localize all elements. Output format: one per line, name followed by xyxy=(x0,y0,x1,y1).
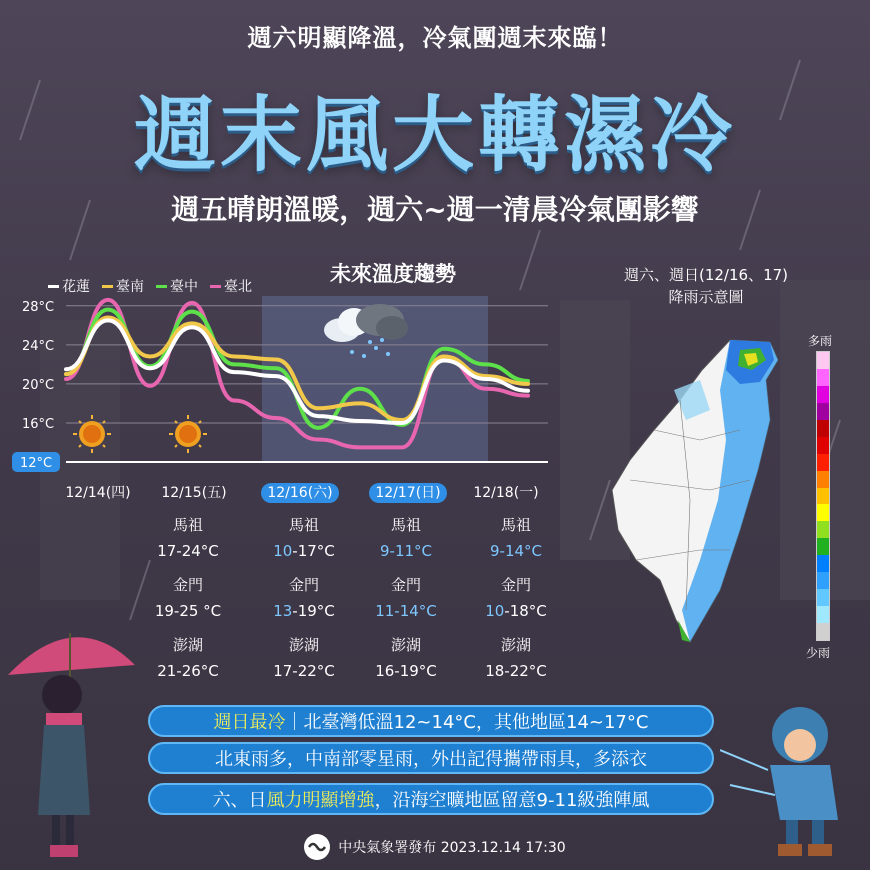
subtitle-bottom: 週五晴朗溫暖，週六~週一清晨冷氣團影響 xyxy=(171,193,699,226)
kinmen-temp: 19-25 °C xyxy=(154,602,222,620)
scale-step xyxy=(817,352,829,369)
scale-step xyxy=(817,504,829,521)
legend-item-hualien: 花蓮 xyxy=(48,276,90,296)
islands-column-1218 xyxy=(466,512,566,692)
penghu-temp: 16-19°C xyxy=(375,662,437,680)
island-name: 澎湖 xyxy=(172,636,203,654)
y-tick-label: 24°C xyxy=(22,338,55,354)
sun-icon xyxy=(73,415,111,453)
penghu-temp: 21-26°C xyxy=(157,662,219,680)
footer: 中央氣象署發布 2023.12.14 17:30 xyxy=(0,834,870,860)
islands-column-1216 xyxy=(254,512,354,692)
mazu-temp: 9-11°C xyxy=(379,542,433,560)
subtitle-top: 週六明顯降溫，冷氣團週末來臨！ xyxy=(247,24,623,52)
island-name: 澎湖 xyxy=(390,636,421,654)
scale-label-more-rain: 多雨 xyxy=(808,334,833,348)
info-pill-rain: 北東雨多，中南部零星雨，外出記得攜帶雨具，多添衣 xyxy=(148,742,714,774)
info-pill-wind: 六、日 風力明顯增強 ，沿海空曠地區留意9-11級強陣風 xyxy=(148,783,714,815)
island-name: 馬祖 xyxy=(390,516,421,534)
penghu-temp: 18-22°C xyxy=(485,662,547,680)
kinmen-temp: 10-18°C xyxy=(485,602,547,620)
islands-column-1215 xyxy=(138,512,238,692)
scale-step xyxy=(817,403,829,420)
legend-item-taichung: 臺中 xyxy=(156,276,198,296)
rainfall-color-scale xyxy=(816,351,830,641)
temperature-chart xyxy=(0,290,560,480)
y-tick-label: 16°C xyxy=(22,416,55,432)
sun-icon xyxy=(169,415,207,453)
island-name: 金門 xyxy=(500,576,531,594)
date-label: 12/15(五) xyxy=(161,485,227,501)
scale-step xyxy=(817,623,829,640)
main-title: 週末風大轉濕冷 xyxy=(133,88,736,183)
island-name: 馬祖 xyxy=(500,516,531,534)
scale-step xyxy=(817,555,829,572)
date-label: 12/17(日) xyxy=(358,482,458,502)
islands-column-1217 xyxy=(356,512,456,692)
map-title: 週六、週日(12/16、17) 降雨示意圖 xyxy=(623,266,789,306)
scale-step xyxy=(817,454,829,471)
island-name: 澎湖 xyxy=(500,636,531,654)
date-label: 12/14(四) xyxy=(65,485,131,501)
kinmen-temp: 13-19°C xyxy=(273,602,335,620)
date-label: 12/18(一) xyxy=(473,485,539,501)
mazu-temp: 10-17°C xyxy=(273,542,335,560)
date-label: 12/16(六) xyxy=(250,482,350,502)
y-tick-label: 20°C xyxy=(22,377,55,393)
mazu-temp: 17-24°C xyxy=(157,542,219,560)
scale-step xyxy=(817,437,829,454)
scale-step xyxy=(817,471,829,488)
mazu-temp: 9-14°C xyxy=(489,542,543,560)
scale-label-less-rain: 少雨 xyxy=(806,646,831,660)
scale-step xyxy=(817,538,829,555)
y-tick-label: 12°C xyxy=(19,456,53,471)
y-tick-label: 28°C xyxy=(22,299,55,315)
taiwan-rainfall-map xyxy=(590,320,800,660)
scale-step xyxy=(817,420,829,437)
scale-step xyxy=(817,572,829,589)
kinmen-temp: 11-14°C xyxy=(375,602,437,620)
scale-step xyxy=(817,589,829,606)
scale-step xyxy=(817,521,829,538)
scale-step xyxy=(817,369,829,386)
island-name: 金門 xyxy=(172,576,203,594)
scale-step xyxy=(817,488,829,505)
info-pill-coldest: 週日最冷 ｜北臺灣低溫12~14°C，其他地區14~17°C xyxy=(148,705,714,737)
chart-title: 未來溫度趨勢 xyxy=(330,262,456,286)
island-name: 馬祖 xyxy=(172,516,203,534)
penghu-temp: 17-22°C xyxy=(273,662,335,680)
island-name: 馬祖 xyxy=(288,516,319,534)
girl-with-umbrella-illustration xyxy=(0,615,140,865)
island-name: 澎湖 xyxy=(288,636,319,654)
legend-item-tainan: 臺南 xyxy=(102,276,144,296)
scale-step xyxy=(817,606,829,623)
scale-step xyxy=(817,386,829,403)
legend-item-taipei: 臺北 xyxy=(210,276,252,296)
island-name: 金門 xyxy=(288,576,319,594)
cwa-logo-icon xyxy=(304,834,330,860)
island-name: 金門 xyxy=(390,576,421,594)
